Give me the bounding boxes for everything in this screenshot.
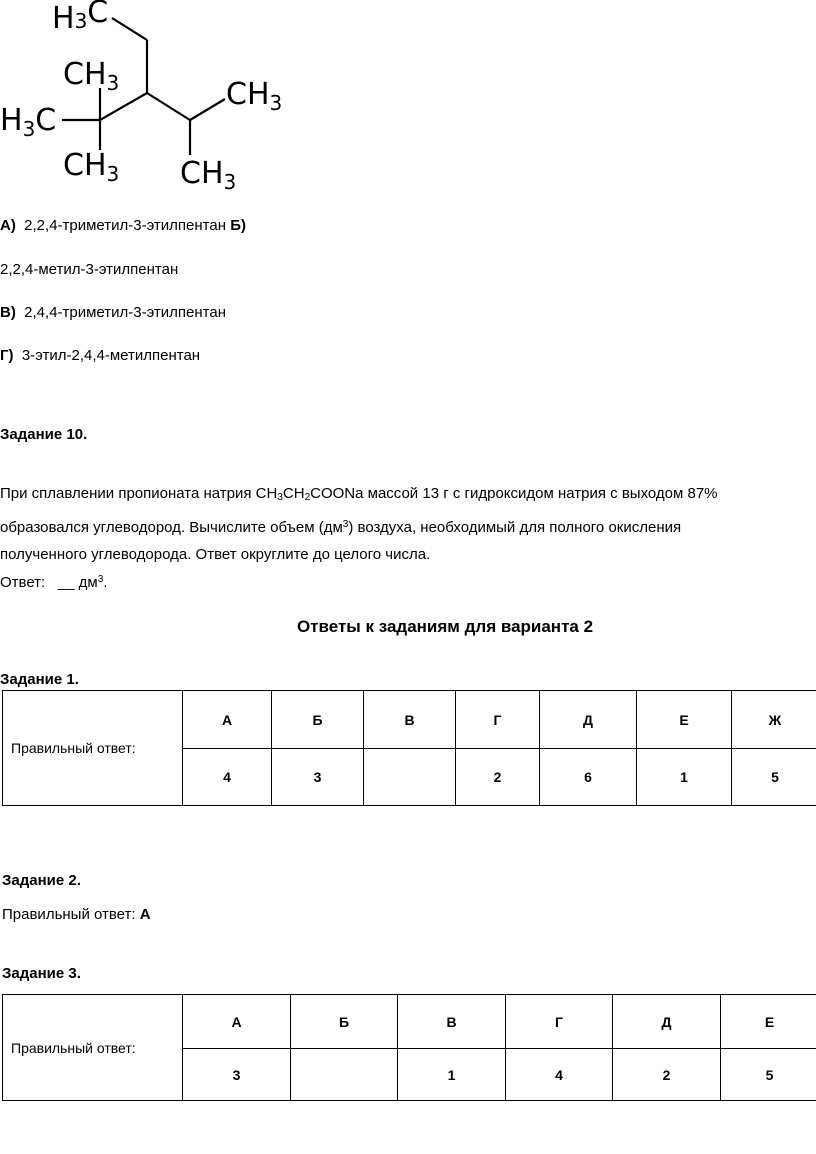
table-cell: 2 (613, 1049, 721, 1101)
table-cell: 2 (456, 749, 540, 806)
table-row (3, 691, 816, 749)
table-cell: 1 (637, 749, 732, 806)
text-fragment: CH (282, 485, 305, 502)
table-header: Б (272, 691, 364, 749)
atom-label-right-top: $CH_3$ (226, 77, 283, 115)
superscript: 3 (342, 519, 349, 530)
text-fragment: ) воздуха, необходимый для полного окисления (348, 519, 682, 536)
atom-label-left-top: $CH_3$ (63, 57, 120, 95)
table-cell: 3 (183, 1049, 291, 1101)
task1-table (2, 690, 816, 806)
table-header: Ж (732, 691, 816, 749)
table-header: Д (613, 995, 721, 1049)
option-letter: В) (0, 304, 16, 321)
table-header: Б (291, 995, 398, 1049)
task2-answer (2, 906, 151, 923)
answer-value: А (139, 906, 151, 923)
task2-heading: Задание 2. (2, 872, 81, 889)
task10-answer (0, 574, 107, 591)
table-header: Г (506, 995, 613, 1049)
answer-unit: дм (78, 574, 98, 591)
text-fragment: образовался углеводород. Вычислите объем (дм (0, 519, 343, 536)
table-row (3, 995, 816, 1049)
subscript: 3 (277, 492, 283, 503)
text-fragment: полученного углеводорода. Ответ округлите до целого числа. (0, 546, 431, 563)
option-text: 2,2,4-триметил-3-этилпентан (24, 217, 227, 234)
table-cell (364, 749, 456, 806)
table-cell: 3 (272, 749, 364, 806)
table-header: Д (540, 691, 637, 749)
option-d (0, 347, 200, 364)
option-text: 2,2,4-метил-3-этилпентан (0, 261, 179, 278)
task3-table (2, 994, 816, 1101)
option-letter: Г) (0, 347, 14, 364)
structural-formula (0, 0, 300, 195)
text-fragment: COONa массой 13 г с гидроксидом натрия с выходом 87% (310, 485, 718, 502)
table-header: Е (721, 995, 816, 1049)
table-label: Правильный ответ: (3, 691, 183, 806)
table-cell: 6 (540, 749, 637, 806)
table-header: Г (456, 691, 540, 749)
task10-text (0, 480, 800, 568)
text-fragment: При сплавлении пропионата натрия CH (0, 485, 278, 502)
table-cell (291, 1049, 398, 1101)
atom-label-top: H3C (52, 0, 109, 36)
table-header: А (183, 995, 291, 1049)
atom-label-left-bottom: $CH_3$ (63, 148, 120, 186)
table-cell: 4 (183, 749, 272, 806)
table-label: Правильный ответ: (3, 995, 183, 1101)
option-b (0, 261, 178, 278)
table-cell: 5 (732, 749, 816, 806)
answer-blank[interactable]: __ (57, 574, 75, 591)
task10-heading: Задание 10. (0, 426, 88, 443)
option-letter: Б) (230, 217, 246, 234)
table-cell: 4 (506, 1049, 613, 1101)
table-header: А (183, 691, 272, 749)
answers-title: Ответы к заданиям для варианта 2 (296, 617, 594, 636)
answer-label: Правильный ответ: (2, 906, 136, 923)
task1-heading: Задание 1. (0, 671, 79, 688)
option-text: 3-этил-2,4,4-метилпентан (21, 347, 201, 364)
task3-heading: Задание 3. (2, 965, 81, 982)
subscript: 2 (304, 492, 311, 503)
table-header: В (364, 691, 456, 749)
option-c (0, 304, 226, 321)
option-a (0, 217, 246, 234)
atom-label-left: $H_3C$ (0, 103, 57, 141)
answer-label: Ответ: (0, 574, 46, 591)
superscript: 3 (97, 574, 104, 585)
option-text: 2,4,4-триметил-3-этилпентан (24, 304, 227, 321)
table-cell: 1 (398, 1049, 506, 1101)
table-cell: 5 (721, 1049, 816, 1101)
table-header: Е (637, 691, 732, 749)
table-header: В (398, 995, 506, 1049)
text-fragment: . (103, 574, 108, 591)
atom-label-right-bottom: $CH_3$ (180, 156, 237, 194)
option-letter: А) (0, 217, 16, 234)
